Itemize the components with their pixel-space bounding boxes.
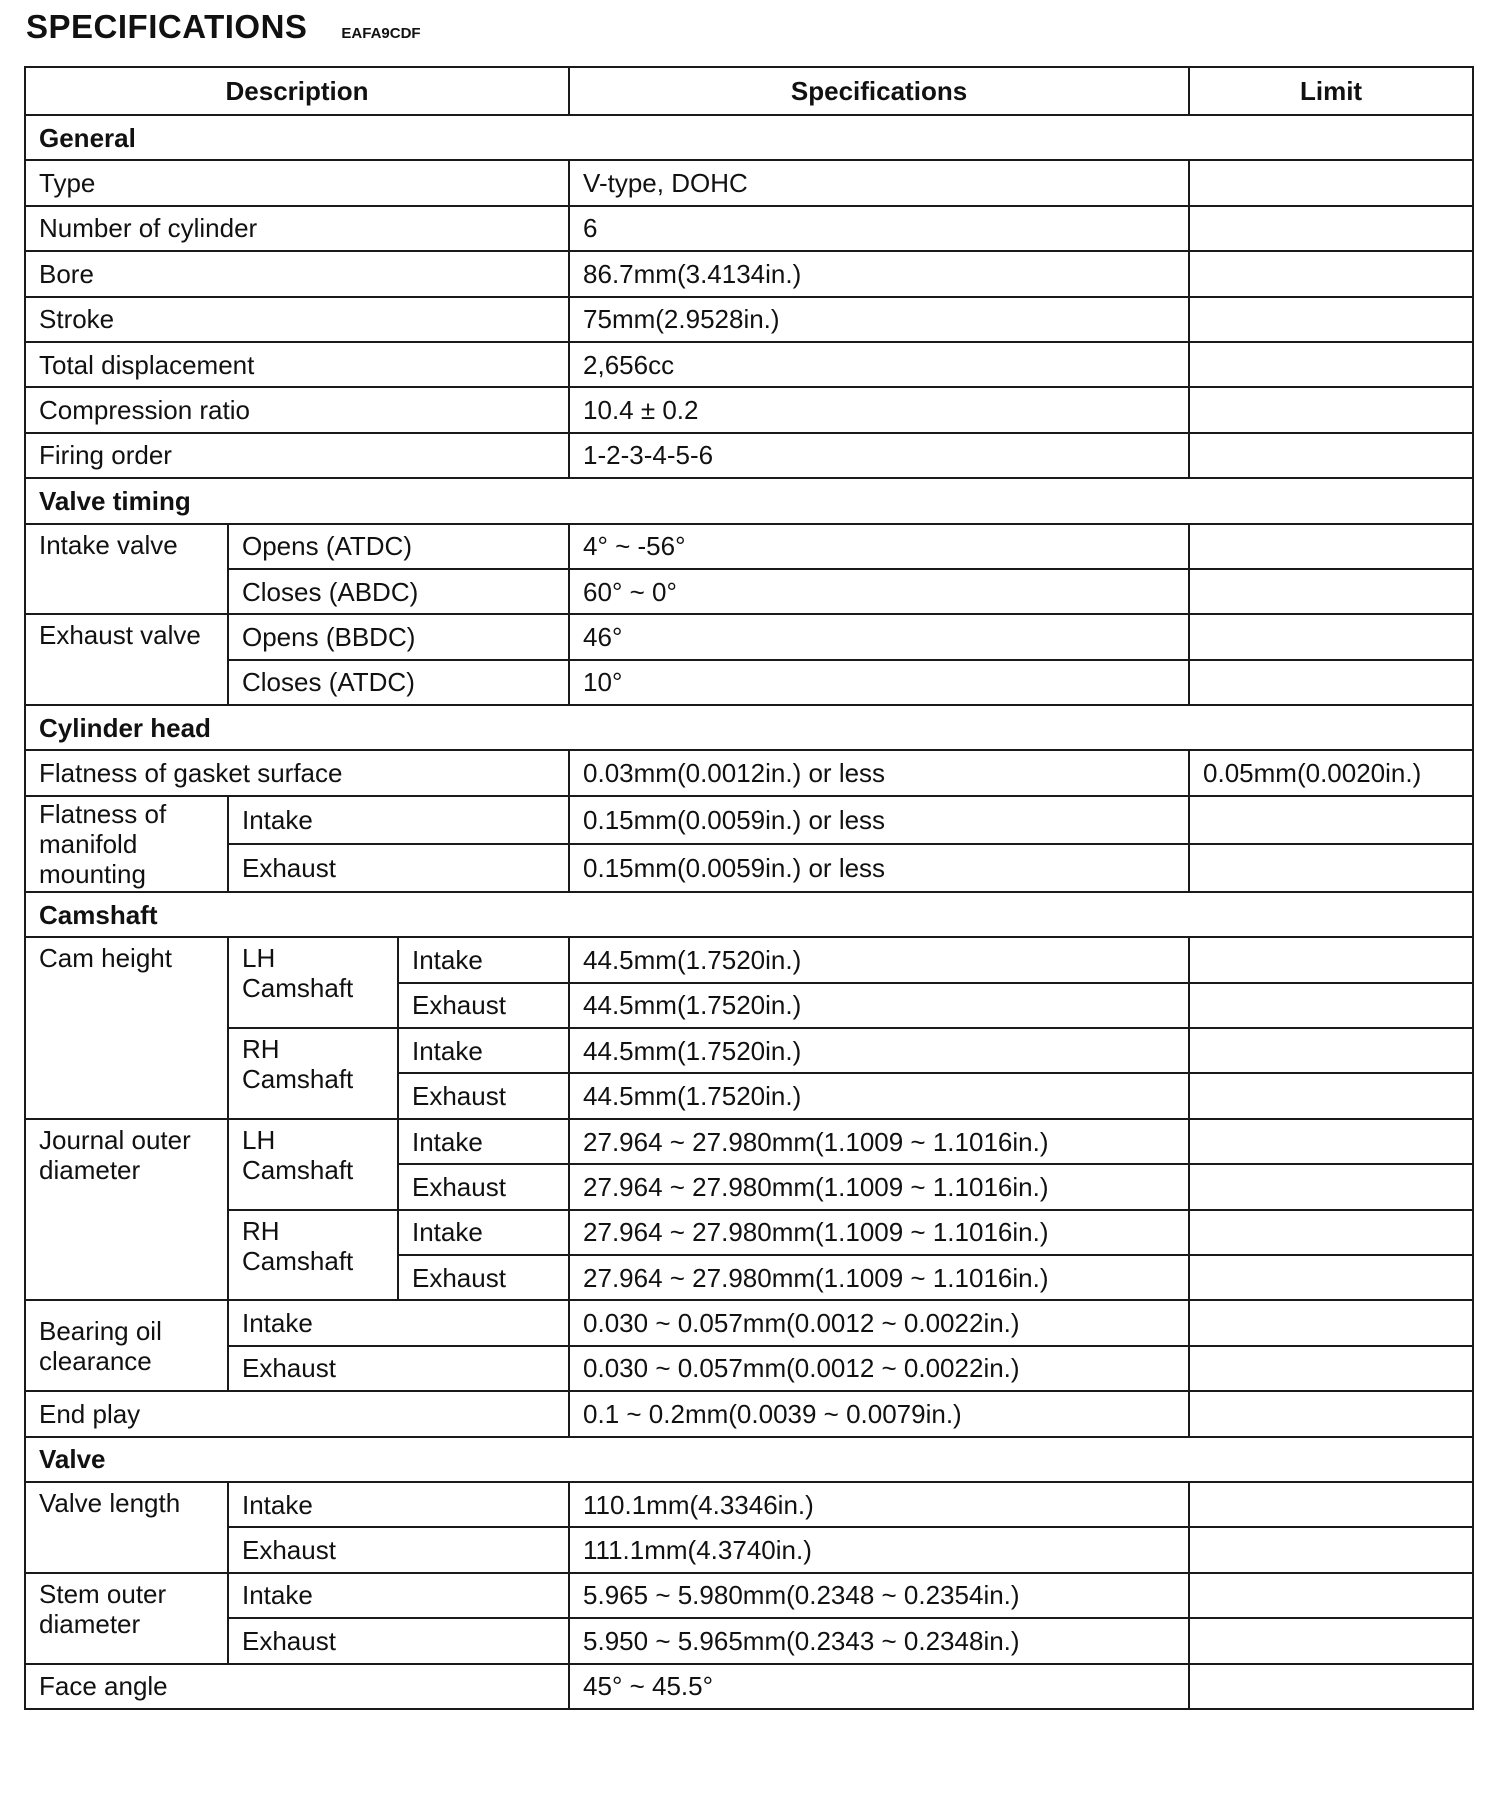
row-limit bbox=[1189, 524, 1473, 569]
row-limit bbox=[1189, 1073, 1473, 1118]
section-row bbox=[25, 115, 1473, 160]
row-limit bbox=[1189, 614, 1473, 659]
row-spec: V-type, DOHC bbox=[569, 160, 1189, 205]
table-row bbox=[25, 251, 1473, 296]
table-row bbox=[25, 524, 1473, 569]
row-label: Number of cylinder bbox=[25, 206, 569, 251]
table-row bbox=[25, 660, 1473, 705]
row-spec: 10° bbox=[569, 660, 1189, 705]
row-limit bbox=[1189, 983, 1473, 1028]
subgroup-label-rh-camshaft: RH Camshaft bbox=[228, 1028, 398, 1119]
row-label: Exhaust bbox=[398, 983, 569, 1028]
row-limit bbox=[1189, 1664, 1473, 1709]
header-row bbox=[25, 67, 1473, 115]
row-label: Intake bbox=[398, 937, 569, 982]
row-spec: 111.1mm(4.3740in.) bbox=[569, 1527, 1189, 1572]
row-label: Closes (ATDC) bbox=[228, 660, 569, 705]
group-label-cam-height: Cam height bbox=[25, 937, 228, 1119]
group-label-intake-valve: Intake valve bbox=[25, 524, 228, 615]
row-label: Intake bbox=[228, 1482, 569, 1527]
row-label: Bore bbox=[25, 251, 569, 296]
row-limit bbox=[1189, 844, 1473, 892]
row-label: Exhaust bbox=[398, 1073, 569, 1118]
row-limit bbox=[1189, 342, 1473, 387]
row-label: Exhaust bbox=[228, 1346, 569, 1391]
group-label-exhaust-valve: Exhaust valve bbox=[25, 614, 228, 705]
row-label: Intake bbox=[228, 796, 569, 844]
row-limit bbox=[1189, 297, 1473, 342]
table-row bbox=[25, 160, 1473, 205]
row-spec: 75mm(2.9528in.) bbox=[569, 297, 1189, 342]
row-spec: 44.5mm(1.7520in.) bbox=[569, 937, 1189, 982]
section-valve-timing: Valve timing bbox=[25, 478, 1473, 523]
table-row bbox=[25, 1210, 1473, 1255]
table-row bbox=[25, 1573, 1473, 1618]
row-limit bbox=[1189, 1300, 1473, 1345]
row-label: Closes (ABDC) bbox=[228, 569, 569, 614]
group-label-manifold-flatness: Flatness of manifold mounting bbox=[25, 796, 228, 892]
row-spec: 1-2-3-4-5-6 bbox=[569, 433, 1189, 478]
subgroup-label-rh-camshaft: RH Camshaft bbox=[228, 1210, 398, 1301]
table-row bbox=[25, 1482, 1473, 1527]
table-row bbox=[25, 342, 1473, 387]
row-spec: 46° bbox=[569, 614, 1189, 659]
row-label: Opens (BBDC) bbox=[228, 614, 569, 659]
page-title: SPECIFICATIONS bbox=[26, 8, 308, 45]
row-spec: 5.965 ~ 5.980mm(0.2348 ~ 0.2354in.) bbox=[569, 1573, 1189, 1618]
row-limit bbox=[1189, 937, 1473, 982]
section-general: General bbox=[25, 115, 1473, 160]
row-limit bbox=[1189, 796, 1473, 844]
row-limit bbox=[1189, 206, 1473, 251]
table-row bbox=[25, 387, 1473, 432]
row-limit bbox=[1189, 1119, 1473, 1164]
row-spec: 5.950 ~ 5.965mm(0.2343 ~ 0.2348in.) bbox=[569, 1618, 1189, 1663]
page-header bbox=[26, 8, 421, 46]
row-spec: 0.030 ~ 0.057mm(0.0012 ~ 0.0022in.) bbox=[569, 1346, 1189, 1391]
row-label: Compression ratio bbox=[25, 387, 569, 432]
table-row bbox=[25, 1028, 1473, 1073]
row-spec: 27.964 ~ 27.980mm(1.1009 ~ 1.1016in.) bbox=[569, 1210, 1189, 1255]
group-label-valve-length: Valve length bbox=[25, 1482, 228, 1573]
group-label-stem-outer-diameter: Stem outer diameter bbox=[25, 1573, 228, 1664]
row-spec: 2,656cc bbox=[569, 342, 1189, 387]
row-spec: 0.03mm(0.0012in.) or less bbox=[569, 750, 1189, 795]
row-label: Face angle bbox=[25, 1664, 569, 1709]
row-limit bbox=[1189, 660, 1473, 705]
row-spec: 44.5mm(1.7520in.) bbox=[569, 1028, 1189, 1073]
row-label: Flatness of gasket surface bbox=[25, 750, 569, 795]
row-limit bbox=[1189, 1164, 1473, 1209]
document-code: EAFA9CDF bbox=[341, 25, 421, 42]
row-label: Intake bbox=[398, 1119, 569, 1164]
row-spec: 0.030 ~ 0.057mm(0.0012 ~ 0.0022in.) bbox=[569, 1300, 1189, 1345]
row-limit bbox=[1189, 1573, 1473, 1618]
subgroup-label-lh-camshaft: LH Camshaft bbox=[228, 937, 398, 1028]
table-row bbox=[25, 433, 1473, 478]
row-spec: 6 bbox=[569, 206, 1189, 251]
row-label: Type bbox=[25, 160, 569, 205]
row-limit bbox=[1189, 1527, 1473, 1572]
row-spec: 45° ~ 45.5° bbox=[569, 1664, 1189, 1709]
row-label: Firing order bbox=[25, 433, 569, 478]
table-row bbox=[25, 206, 1473, 251]
header-limit: Limit bbox=[1189, 67, 1473, 115]
row-label: Exhaust bbox=[398, 1164, 569, 1209]
row-spec: 27.964 ~ 27.980mm(1.1009 ~ 1.1016in.) bbox=[569, 1255, 1189, 1300]
specifications-table bbox=[24, 66, 1474, 1710]
table-row bbox=[25, 1346, 1473, 1391]
table-row bbox=[25, 844, 1473, 892]
row-label: Exhaust bbox=[228, 1618, 569, 1663]
group-label-journal-outer-diameter: Journal outer diameter bbox=[25, 1119, 228, 1301]
row-spec: 86.7mm(3.4134in.) bbox=[569, 251, 1189, 296]
row-limit bbox=[1189, 1618, 1473, 1663]
table-row bbox=[25, 937, 1473, 982]
section-row bbox=[25, 478, 1473, 523]
row-limit bbox=[1189, 1210, 1473, 1255]
table-row bbox=[25, 1119, 1473, 1164]
row-label: Intake bbox=[228, 1573, 569, 1618]
header-specifications: Specifications bbox=[569, 67, 1189, 115]
row-limit bbox=[1189, 387, 1473, 432]
row-spec: 44.5mm(1.7520in.) bbox=[569, 983, 1189, 1028]
row-limit: 0.05mm(0.0020in.) bbox=[1189, 750, 1473, 795]
row-limit bbox=[1189, 1028, 1473, 1073]
row-spec: 10.4 ± 0.2 bbox=[569, 387, 1189, 432]
table-row bbox=[25, 1664, 1473, 1709]
row-label: Intake bbox=[398, 1210, 569, 1255]
row-limit bbox=[1189, 160, 1473, 205]
table-row bbox=[25, 1391, 1473, 1436]
table-row bbox=[25, 614, 1473, 659]
row-spec: 0.1 ~ 0.2mm(0.0039 ~ 0.0079in.) bbox=[569, 1391, 1189, 1436]
row-label: Opens (ATDC) bbox=[228, 524, 569, 569]
table-row bbox=[25, 297, 1473, 342]
row-label: Intake bbox=[398, 1028, 569, 1073]
row-label: Intake bbox=[228, 1300, 569, 1345]
row-label: Exhaust bbox=[228, 844, 569, 892]
section-cylinder-head: Cylinder head bbox=[25, 705, 1473, 750]
section-valve: Valve bbox=[25, 1437, 1473, 1482]
table-row bbox=[25, 1527, 1473, 1572]
table-row bbox=[25, 569, 1473, 614]
section-camshaft: Camshaft bbox=[25, 892, 1473, 937]
section-row bbox=[25, 1437, 1473, 1482]
row-limit bbox=[1189, 1482, 1473, 1527]
subgroup-label-lh-camshaft: LH Camshaft bbox=[228, 1119, 398, 1210]
row-label: Total displacement bbox=[25, 342, 569, 387]
section-row bbox=[25, 705, 1473, 750]
row-spec: 110.1mm(4.3346in.) bbox=[569, 1482, 1189, 1527]
table-row bbox=[25, 1300, 1473, 1345]
row-limit bbox=[1189, 569, 1473, 614]
row-limit bbox=[1189, 1255, 1473, 1300]
row-label: Exhaust bbox=[228, 1527, 569, 1572]
row-spec: 4° ~ -56° bbox=[569, 524, 1189, 569]
row-spec: 60° ~ 0° bbox=[569, 569, 1189, 614]
table-row bbox=[25, 1618, 1473, 1663]
row-spec: 0.15mm(0.0059in.) or less bbox=[569, 844, 1189, 892]
row-spec: 27.964 ~ 27.980mm(1.1009 ~ 1.1016in.) bbox=[569, 1164, 1189, 1209]
section-row bbox=[25, 892, 1473, 937]
row-limit bbox=[1189, 1391, 1473, 1436]
row-limit bbox=[1189, 433, 1473, 478]
row-label: End play bbox=[25, 1391, 569, 1436]
row-limit bbox=[1189, 1346, 1473, 1391]
table-row bbox=[25, 796, 1473, 844]
header-description: Description bbox=[25, 67, 569, 115]
row-limit bbox=[1189, 251, 1473, 296]
row-spec: 44.5mm(1.7520in.) bbox=[569, 1073, 1189, 1118]
row-label: Exhaust bbox=[398, 1255, 569, 1300]
row-spec: 0.15mm(0.0059in.) or less bbox=[569, 796, 1189, 844]
row-label: Stroke bbox=[25, 297, 569, 342]
group-label-bearing-oil-clearance: Bearing oil clearance bbox=[25, 1300, 228, 1391]
row-spec: 27.964 ~ 27.980mm(1.1009 ~ 1.1016in.) bbox=[569, 1119, 1189, 1164]
table-row bbox=[25, 750, 1473, 795]
